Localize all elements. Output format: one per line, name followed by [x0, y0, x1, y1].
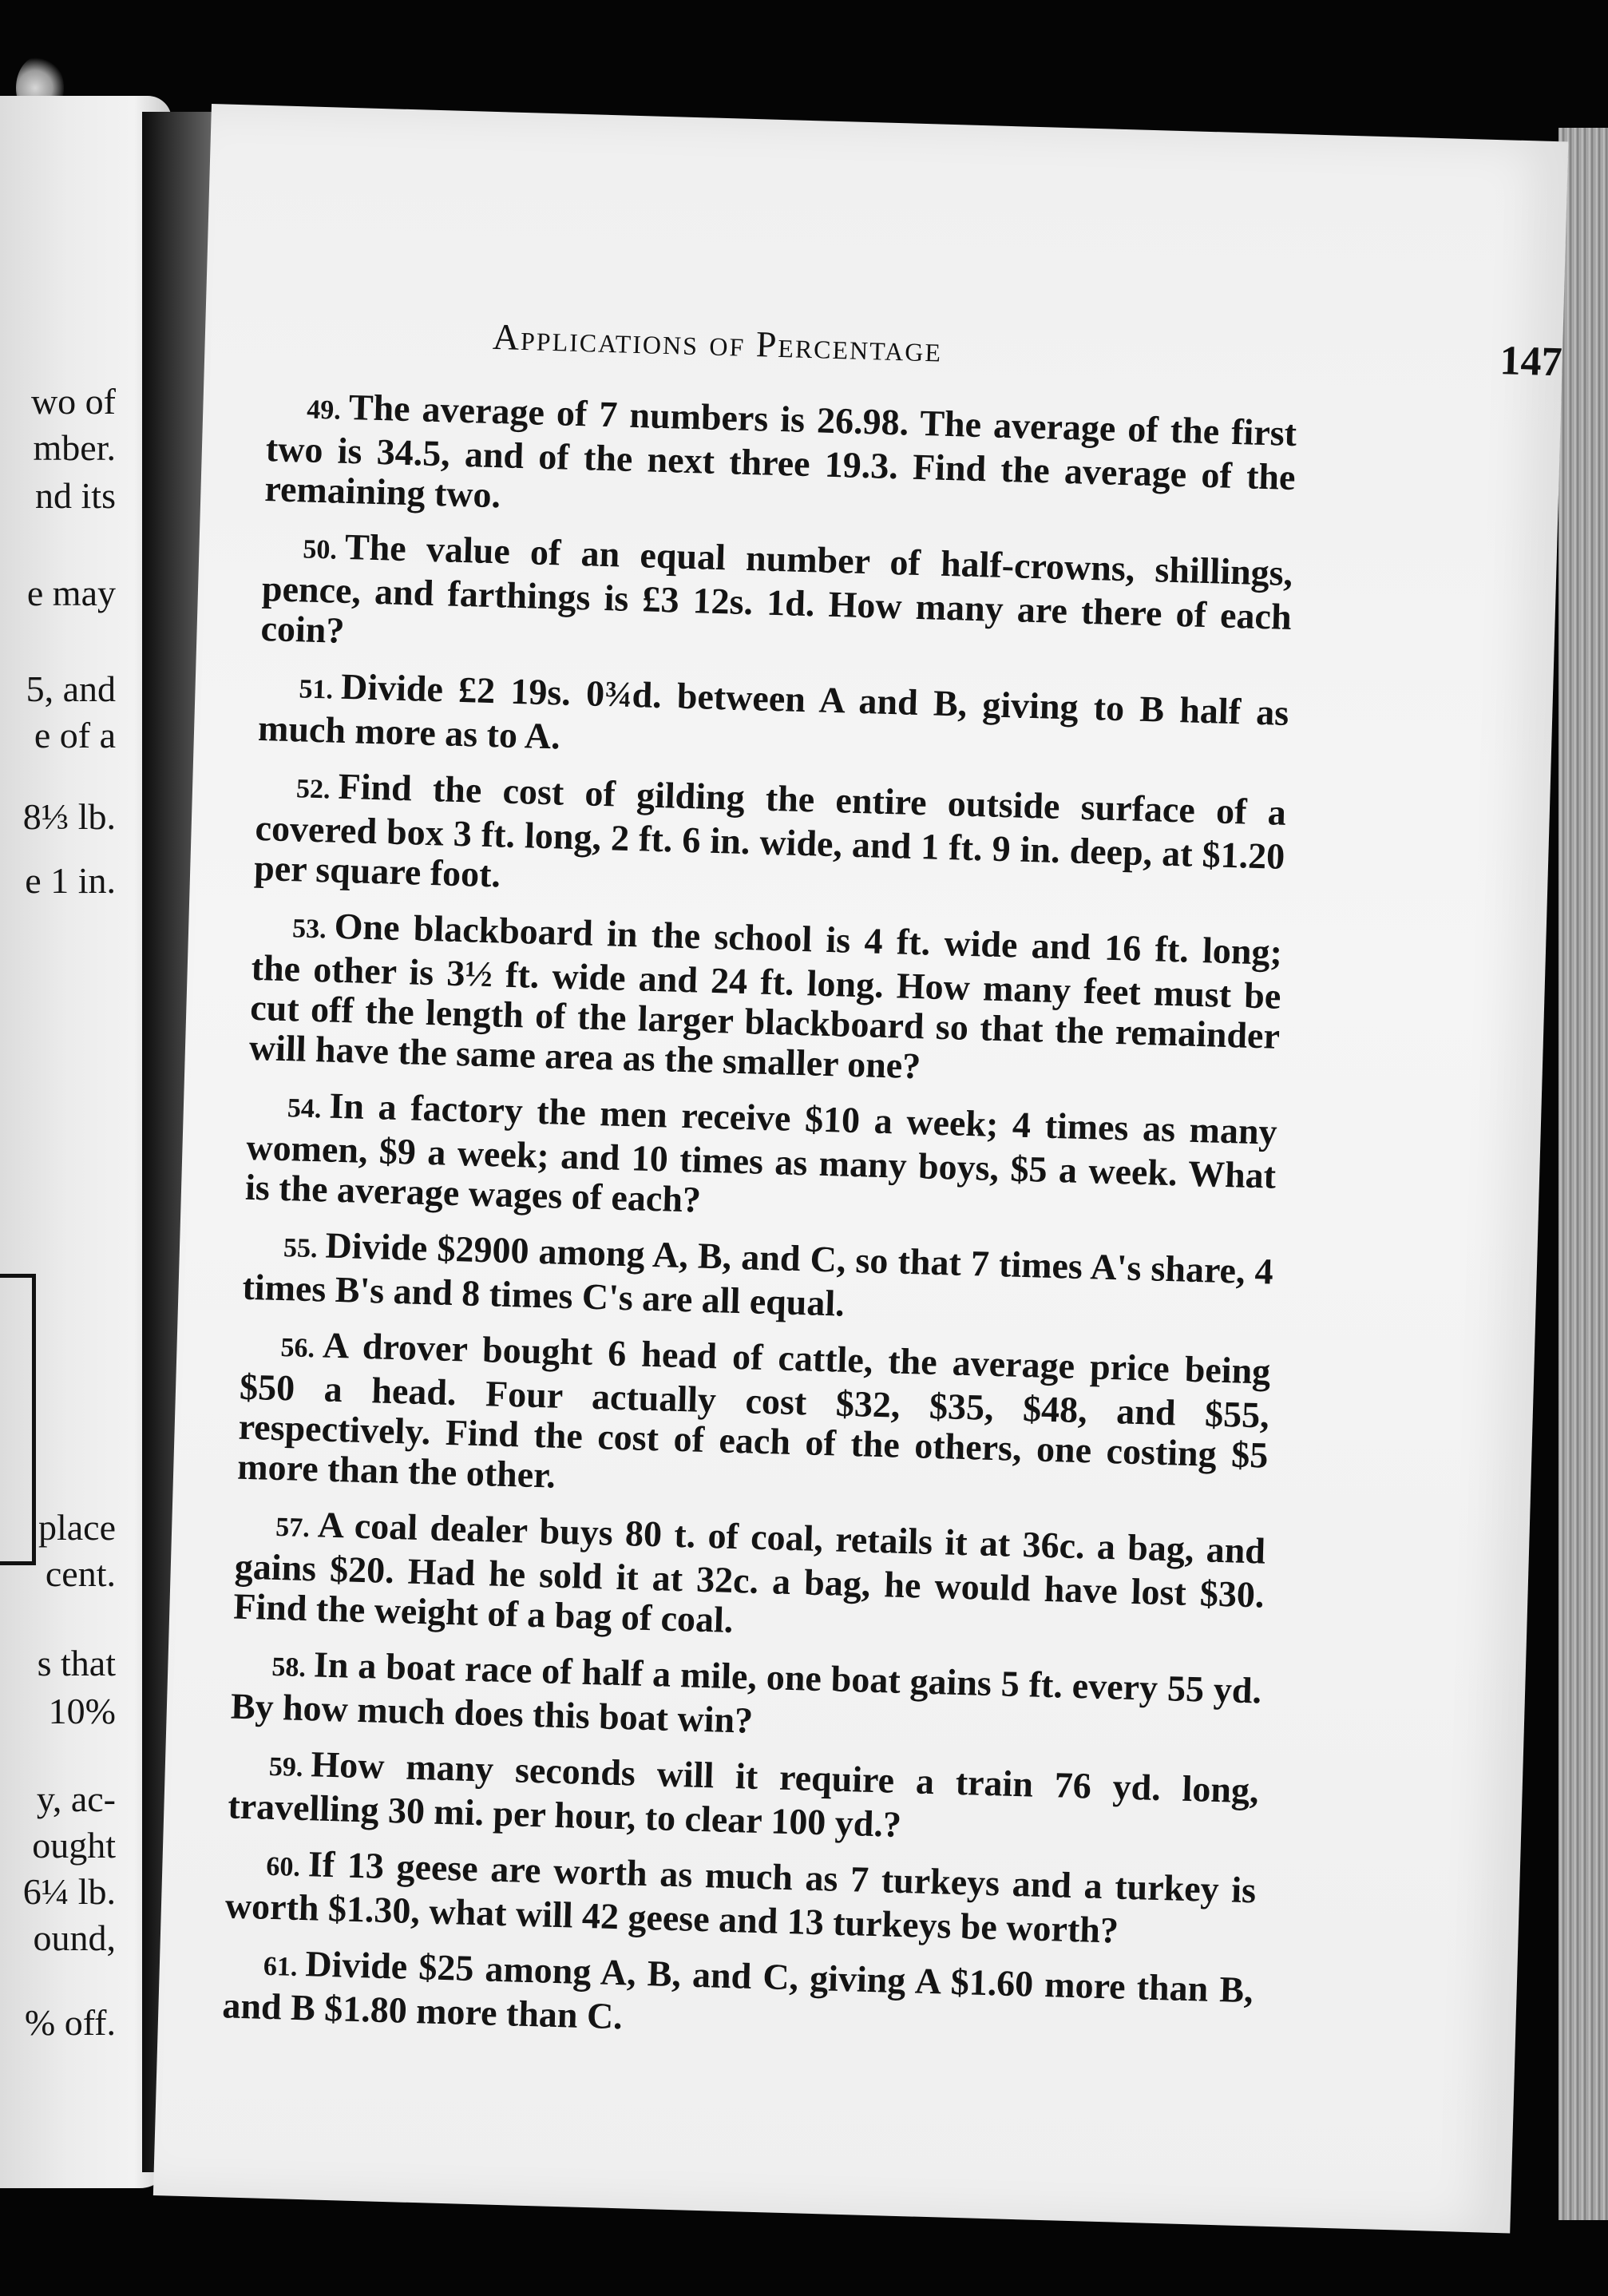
left-fragment: cent. [45, 1553, 116, 1594]
left-fragment: 6¼ lb. [22, 1871, 116, 1912]
problem-item [244, 1084, 1277, 1236]
right-page [153, 104, 1568, 2233]
left-fragment: 5, and [26, 668, 116, 709]
problem-number: 60. [265, 1851, 301, 1882]
problem-item [230, 1642, 1261, 1755]
problem-text: The average of 7 numbers is 26.98. The average of the first two is 34.5, and of the next three 19.3. Find the average of the remaining two. [263, 386, 1297, 516]
problem-text: The value of an equal number of half-crowns, shillings, pence, and farthings is £3 12s. 1d. How many are there of each coin? [259, 525, 1293, 651]
left-page-box-rule [0, 1274, 36, 1565]
problem-item [222, 1941, 1254, 2054]
problem-item [264, 385, 1297, 537]
problem-number: 55. [283, 1233, 319, 1264]
problem-text: Divide $25 among A, B, and C, giving A $1.60 more than B, and B $1.80 more than C. [221, 1943, 1254, 2037]
page-edge-stack [1558, 128, 1608, 2220]
left-fragment: y, ac- [36, 1779, 116, 1819]
problem-number: 51. [299, 674, 334, 705]
problem-number: 50. [302, 534, 338, 565]
problem-text: One blackboard in the school is 4 ft. wide and 16 ft. long; the other is 3½ ft. wide and 24 ft. long. How many feet must be cut off the length of the larger blackboard so that the remainder will have the same area as the smaller one? [248, 905, 1283, 1087]
running-head-title: Applications of Percentage [492, 315, 943, 370]
problem-number: 52. [295, 774, 331, 805]
problem-item [242, 1223, 1273, 1336]
page-number: 147 [1499, 338, 1563, 386]
problem-list [222, 385, 1297, 2054]
problem-number: 61. [263, 1951, 298, 1982]
left-fragment: s that [37, 1643, 116, 1683]
left-fragment: nd its [35, 475, 116, 516]
left-fragment: wo of [30, 381, 116, 422]
running-head [492, 315, 1562, 393]
problem-item [257, 664, 1289, 777]
problem-text: If 13 geese are worth as much as 7 turkeys and a turkey is worth $1.30, what will 42 geese and 13 turkeys be worth? [224, 1843, 1257, 1951]
problem-number: 57. [275, 1512, 311, 1544]
problem-item [248, 904, 1282, 1096]
left-fragment: 10% [48, 1691, 116, 1731]
problem-item [228, 1742, 1259, 1854]
left-fragment: e of a [34, 715, 116, 755]
problem-item [260, 525, 1293, 677]
problem-number: 58. [271, 1652, 307, 1683]
problem-text: Divide £2 19s. 0¾d. between A and B, giving to B half as much more as to A. [257, 665, 1289, 757]
problem-text: In a factory the men receive $10 a week; 4 times as many women, $9 a week; and 10 times as many boys, $5 a week. What is the average wages of each? [244, 1085, 1278, 1220]
problem-number: 53. [291, 914, 327, 945]
problem-text: A drover bought 6 head of cattle, the average price being $50 a head. Four actually cost $32, $35, $48, and $55, respectively. Find the cost of each of the others, one costing $5 more than the other. [236, 1324, 1271, 1496]
problem-item [224, 1842, 1256, 1954]
problem-item [237, 1323, 1271, 1516]
problem-text: A coal dealer buys 80 t. of coal, retails it at 36c. a bag, and gains $20. Had he sold it at 32c. a bag, he would have lost $30. Find the weight of a bag of coal. [232, 1504, 1266, 1640]
problem-text: How many seconds will it require a train 76 yd. long, travelling 30 mi. per hour, to clear 100 yd.? [227, 1743, 1260, 1845]
left-fragment: mber. [33, 427, 116, 468]
problem-number: 49. [306, 395, 342, 426]
left-fragment: % off. [24, 2002, 116, 2043]
left-fragment: 8⅓ lb. [22, 796, 116, 837]
left-fragment: ound, [33, 1917, 116, 1958]
problem-text: Divide $2900 among A, B, and C, so that 7 times A's share, 4 times B's and 8 times C's are all equal. [241, 1224, 1274, 1324]
left-fragment: place [38, 1507, 116, 1548]
problem-text: Find the cost of gilding the entire outside surface of a covered box 3 ft. long, 2 ft. 6 in. wide, and 1 ft. 9 in. deep, at $1.20 per square foot. [253, 765, 1287, 895]
left-fragment: e 1 in. [25, 860, 116, 901]
problem-text: In a boat race of half a mile, one boat gains 5 ft. every 55 yd. By how much does this boat win? [230, 1644, 1262, 1741]
problem-item [254, 764, 1287, 917]
problem-item [233, 1503, 1266, 1656]
left-fragment: ought [32, 1825, 116, 1866]
left-fragment: e may [26, 573, 116, 613]
problem-number: 59. [268, 1751, 303, 1782]
problem-number: 54. [287, 1093, 322, 1124]
problem-number: 56. [280, 1333, 315, 1364]
